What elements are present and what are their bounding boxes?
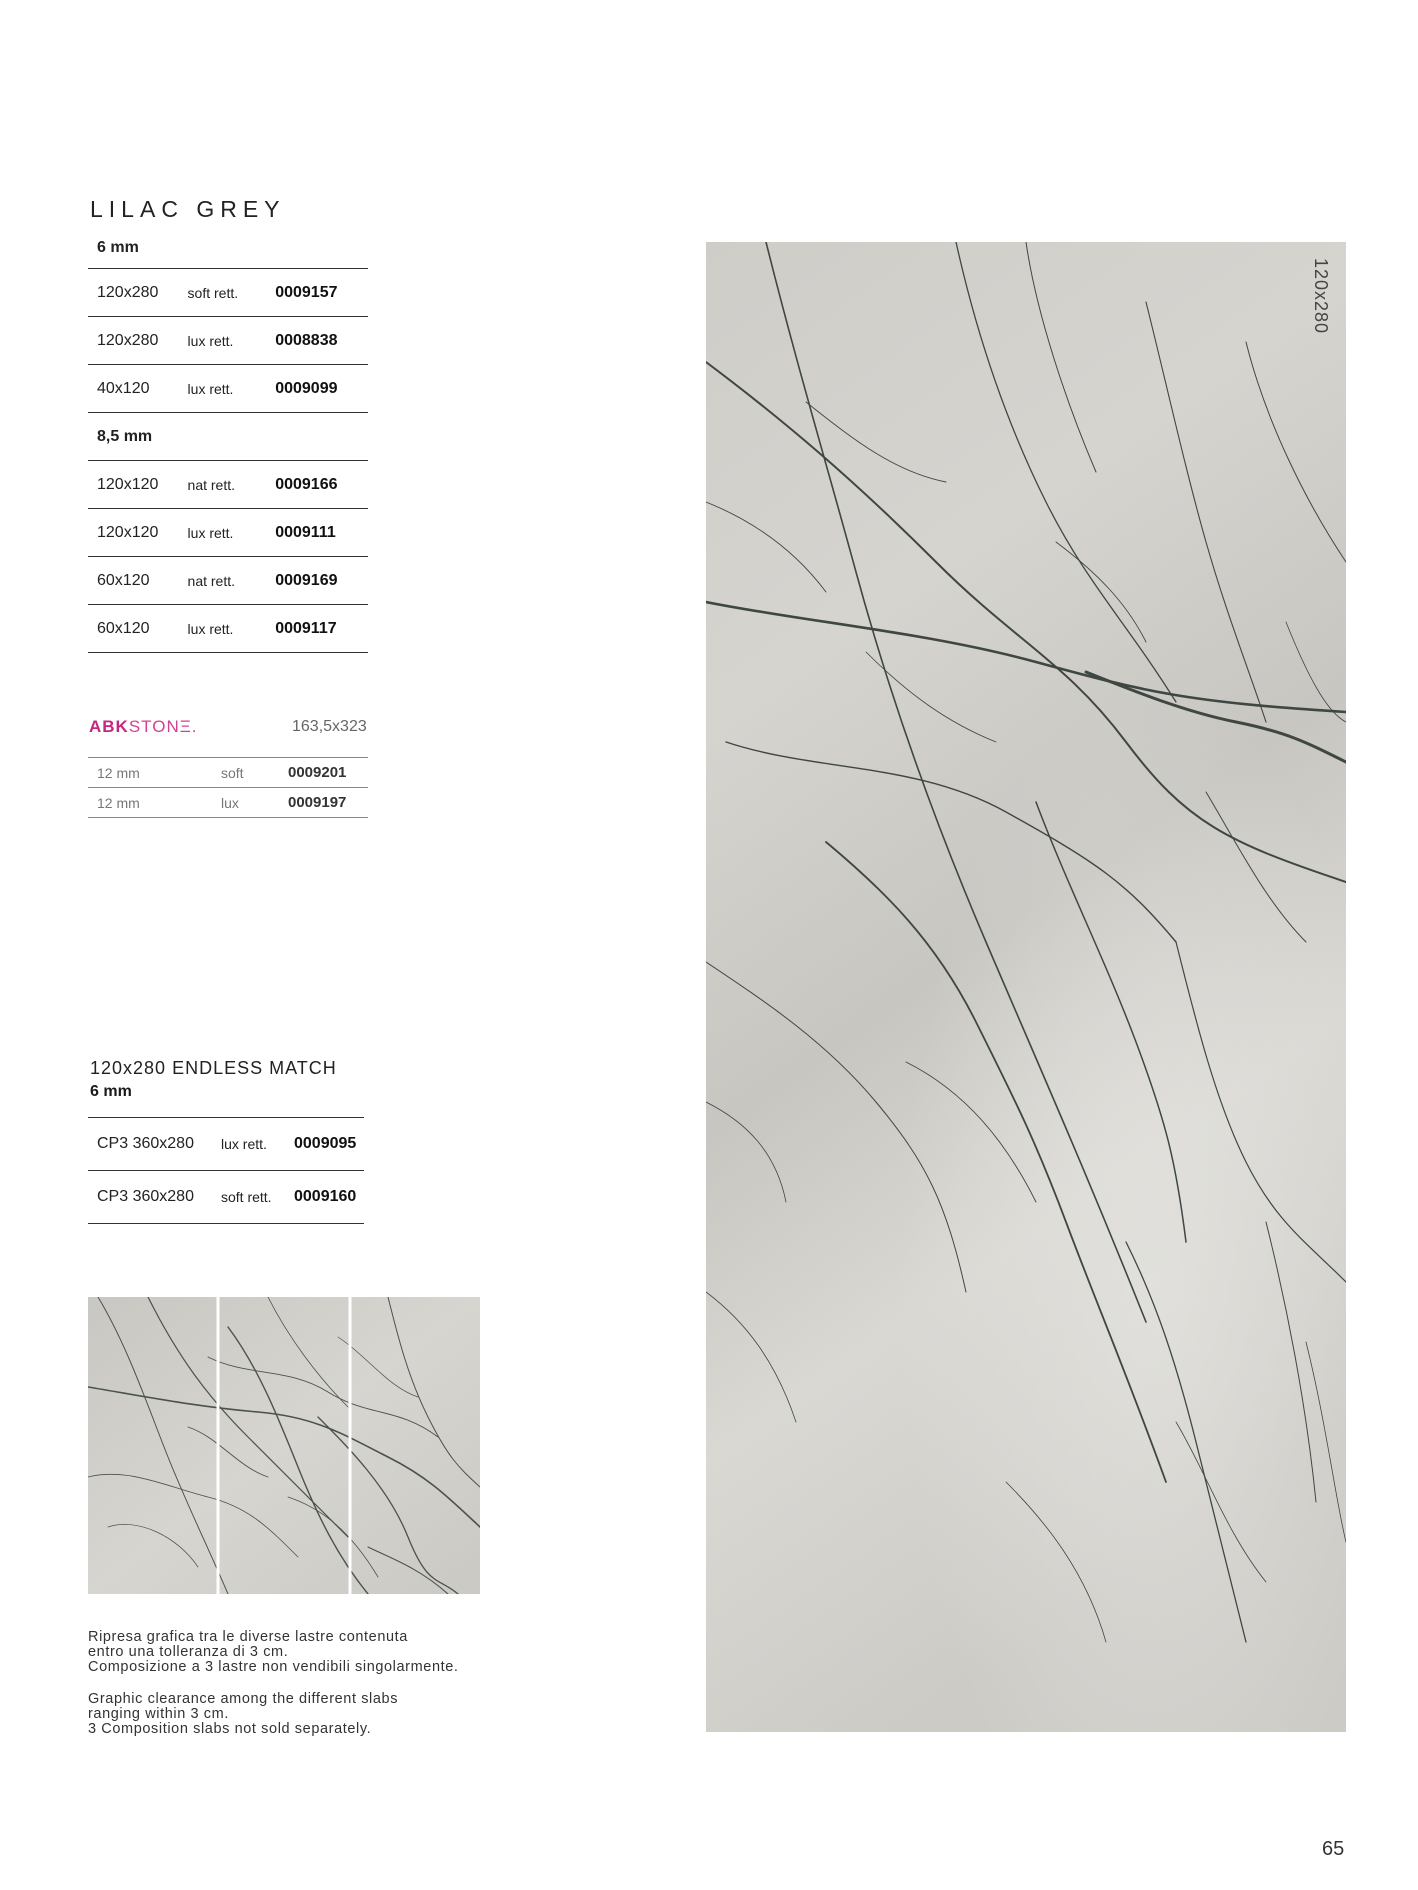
note-en-line3: 3 Composition slabs not sold separately. — [88, 1721, 372, 1737]
code-cell: 0009117 — [266, 605, 368, 653]
abkstone-size: 163,5x323 — [292, 718, 367, 735]
note-it-line2: entro una tolleranza di 3 cm. — [88, 1644, 289, 1660]
finish-cell: nat rett. — [179, 461, 267, 509]
size-cell: 60x120 — [88, 557, 179, 605]
finish-cell: lux rett. — [179, 365, 267, 413]
finish-cell: soft — [212, 758, 279, 788]
table-row — [88, 1171, 364, 1224]
endless-match-thickness: 6 mm — [90, 1083, 132, 1100]
table-row — [88, 788, 368, 818]
spec-table-abkstone — [88, 757, 368, 818]
size-cell: 60x120 — [88, 605, 179, 653]
table-row — [88, 365, 368, 413]
endless-match-title: 120x280 ENDLESS MATCH — [90, 1058, 337, 1078]
finish-cell: lux rett. — [212, 1118, 285, 1171]
note-it-line1: Ripresa grafica tra le diverse lastre contenuta — [88, 1629, 408, 1645]
code-cell: 0009166 — [266, 461, 368, 509]
table-row — [88, 269, 368, 317]
page-number: 65 — [1322, 1838, 1345, 1860]
finish-cell: lux — [212, 788, 279, 818]
thickness-cell: 12 mm — [88, 788, 212, 818]
finish-cell: soft rett. — [212, 1171, 285, 1224]
size-cell: 120x120 — [88, 461, 179, 509]
note-en-line2: ranging within 3 cm. — [88, 1706, 229, 1722]
slab-size-label: 120x280 — [1311, 258, 1331, 335]
table-row — [88, 461, 368, 509]
thickness-cell: 12 mm — [88, 758, 212, 788]
endless-match-slabs-image — [88, 1297, 480, 1594]
code-cell: 0009201 — [279, 758, 368, 788]
finish-cell: lux rett. — [179, 317, 267, 365]
thickness-label: 8,5 mm — [88, 413, 368, 461]
size-cell: 40x120 — [88, 365, 179, 413]
finish-cell: lux rett. — [179, 509, 267, 557]
abk-logo-part: ABK — [89, 717, 129, 736]
size-cell: CP3 360x280 — [88, 1171, 212, 1224]
code-cell: 0009197 — [279, 788, 368, 818]
size-cell: 120x120 — [88, 509, 179, 557]
size-cell: 120x280 — [88, 269, 179, 317]
code-cell: 0009160 — [285, 1171, 364, 1224]
size-cell: 120x280 — [88, 317, 179, 365]
product-title: LILAC GREY — [90, 196, 286, 222]
abkstone-logo — [89, 717, 198, 737]
code-cell: 0009169 — [266, 557, 368, 605]
code-cell: 0009111 — [266, 509, 368, 557]
finish-cell: soft rett. — [179, 269, 267, 317]
marble-slab-image — [706, 242, 1346, 1732]
thickness-row — [88, 228, 368, 269]
code-cell: 0009099 — [266, 365, 368, 413]
code-cell: 0008838 — [266, 317, 368, 365]
spec-table-main — [88, 228, 368, 653]
finish-cell: lux rett. — [179, 605, 267, 653]
size-cell: CP3 360x280 — [88, 1118, 212, 1171]
table-row — [88, 758, 368, 788]
spec-table-endless — [88, 1117, 364, 1224]
table-row — [88, 557, 368, 605]
code-cell: 0009157 — [266, 269, 368, 317]
table-row — [88, 509, 368, 557]
thickness-label: 6 mm — [88, 228, 368, 269]
table-row — [88, 605, 368, 653]
code-cell: 0009095 — [285, 1118, 364, 1171]
table-row — [88, 1118, 364, 1171]
note-it-line3: Composizione a 3 lastre non vendibili singolarmente. — [88, 1659, 459, 1675]
note-en-line1: Graphic clearance among the different slabs — [88, 1691, 399, 1707]
finish-cell: nat rett. — [179, 557, 267, 605]
table-row — [88, 317, 368, 365]
stone-logo-part: STONΞ. — [128, 717, 198, 736]
thickness-row — [88, 413, 368, 461]
